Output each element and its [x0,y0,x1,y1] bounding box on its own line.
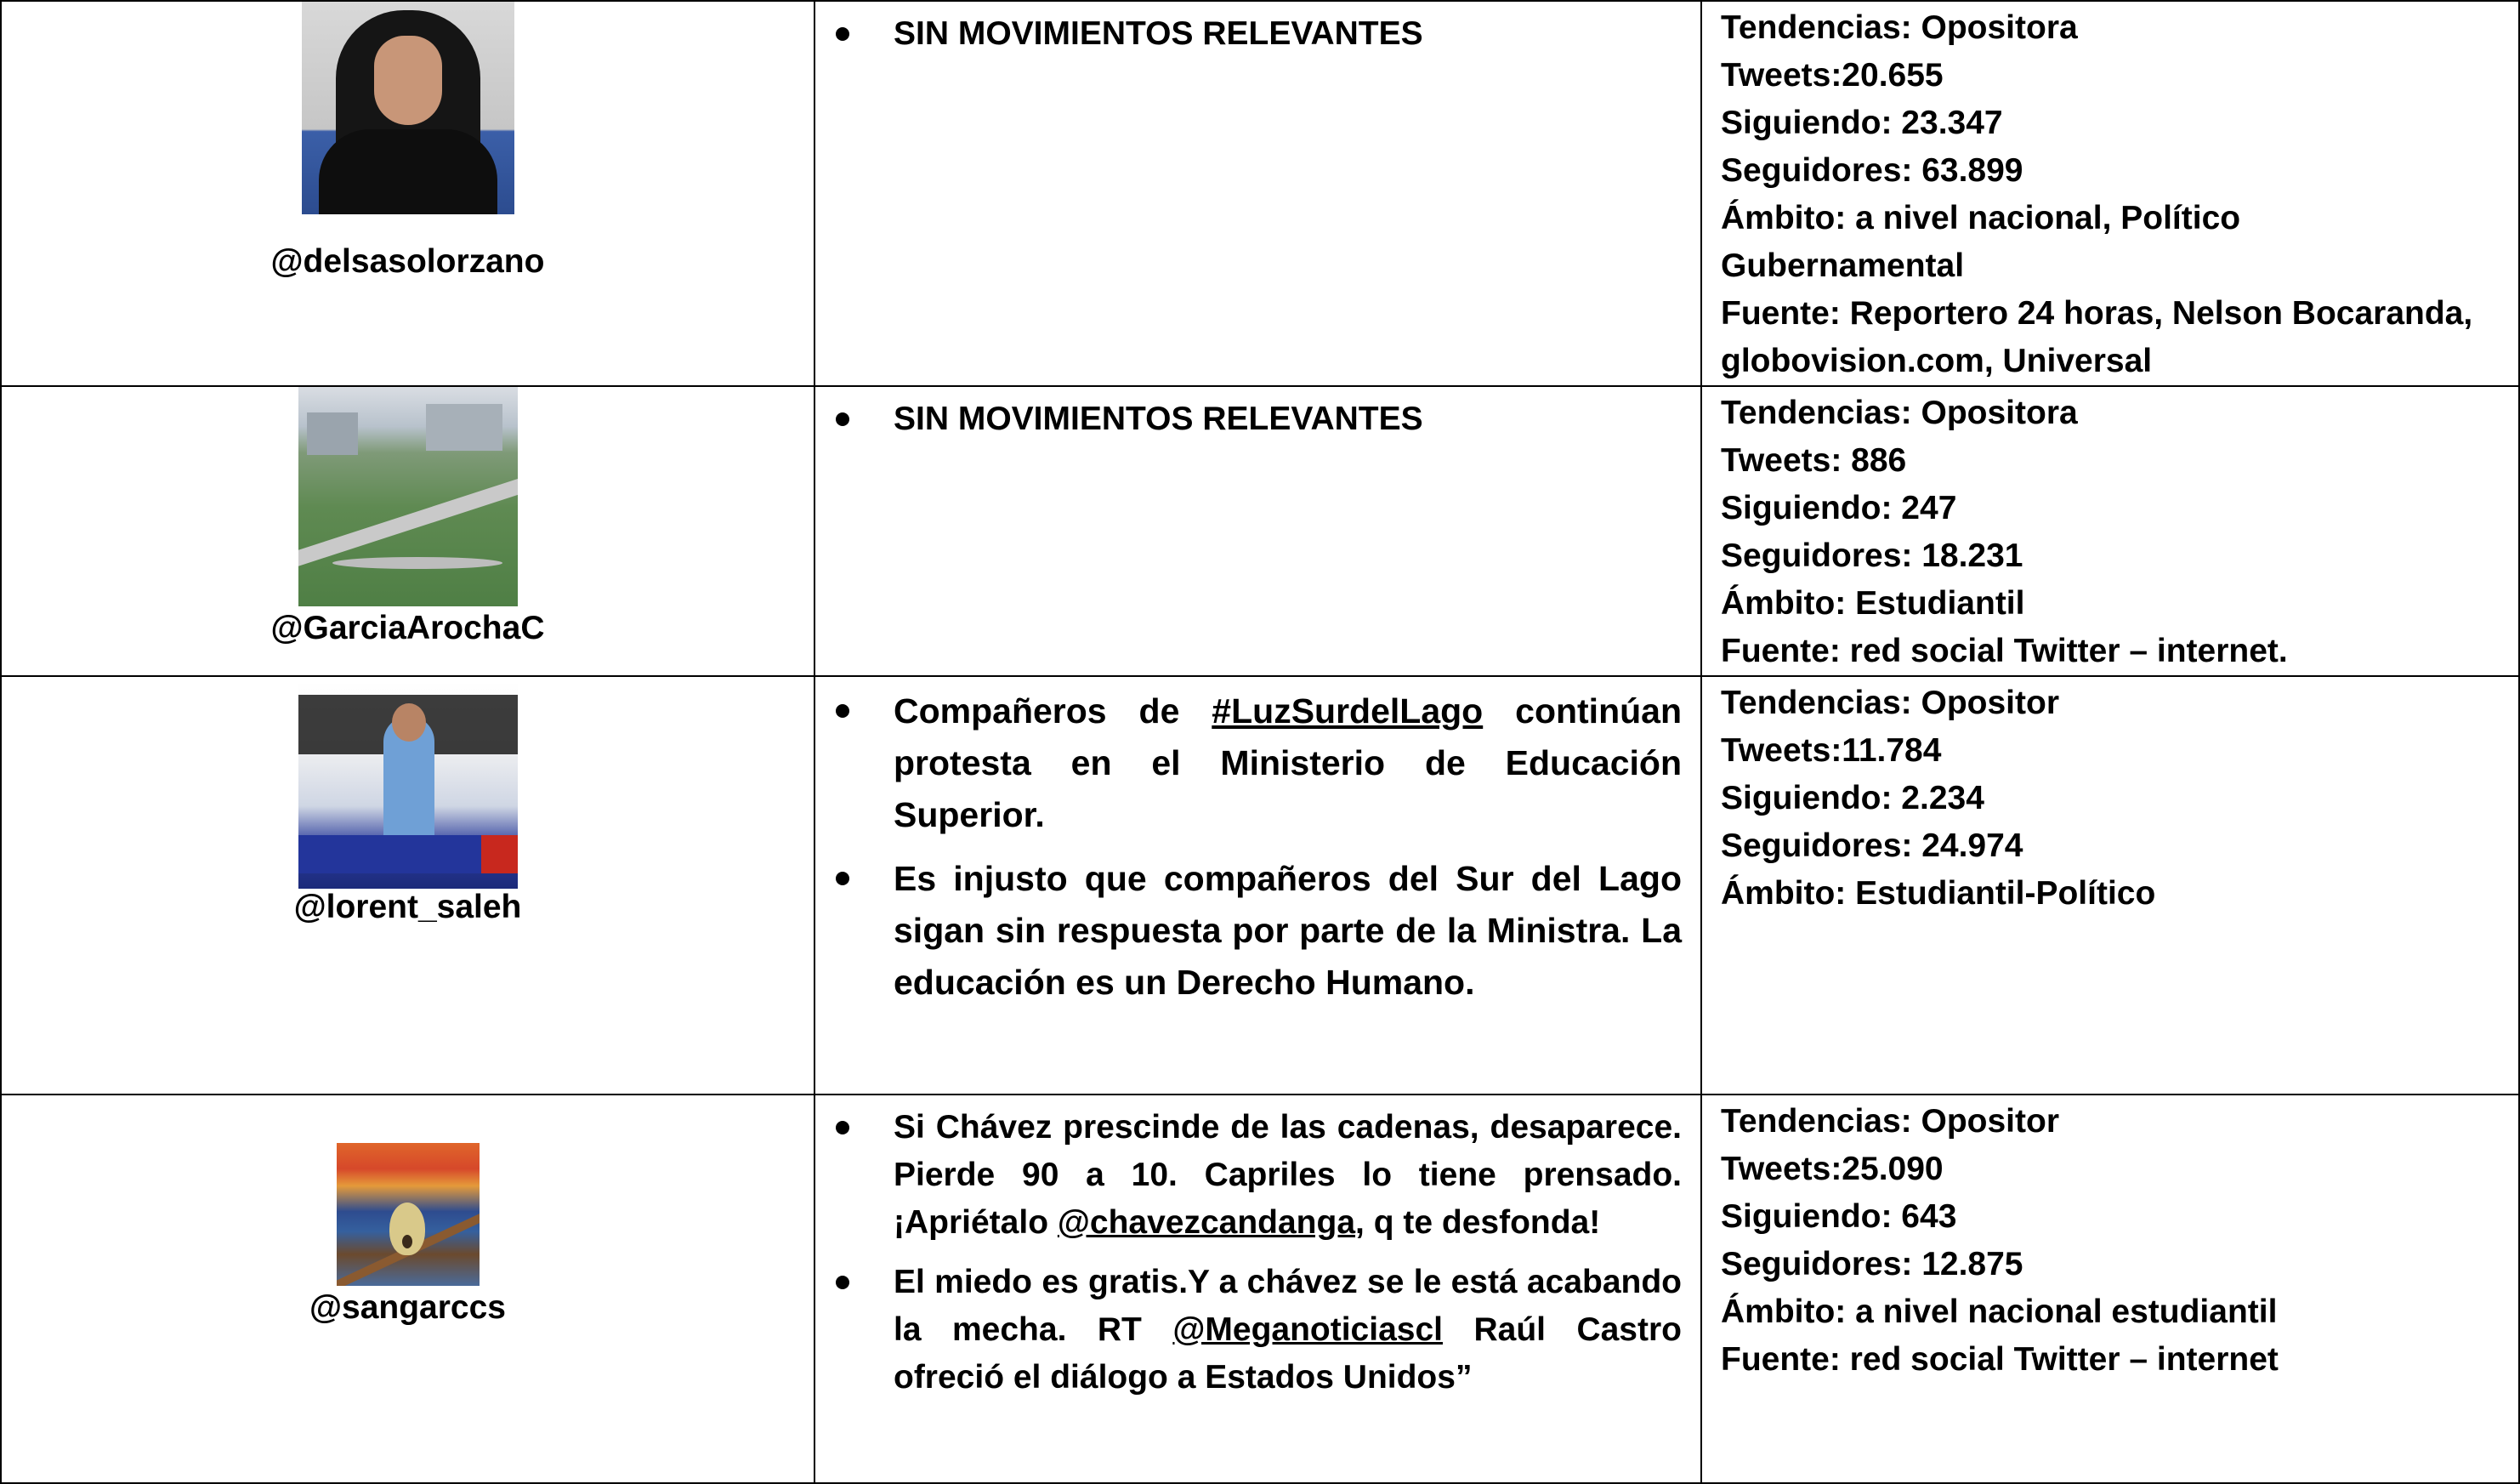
info-line: Ámbito: Estudiantil [1721,585,2025,622]
list-item: Si Chávez prescinde de las cadenas, desaparece. Pierde 90 a 10. Capriles lo tiene prensado. ¡Apriétalo @chavezcandanga, q te desfonda! [894,1104,1682,1247]
info-cell [1701,386,2519,676]
profile-handle: @delsasolorzano [270,243,545,280]
table-row [1,1,2519,386]
info-line: Siguiendo: 23.347 [1721,105,2003,141]
profile-handle: @sangarccs [309,1289,506,1326]
list-item: Compañeros de #LuzSurdelLago continúan protesta en el Ministerio de Educación Superior. [894,685,1682,841]
profile-cell [1,386,814,676]
info-cell [1701,1095,2519,1483]
table-row [1,676,2519,1095]
mention-link[interactable]: @chavezcandanga [1057,1204,1356,1241]
info-line: Gubernamental [1721,247,1965,284]
info-cell [1701,676,2519,1095]
profile-cell [1,1095,814,1483]
list-item: El miedo es gratis.Y a chávez se le está acabando la mecha. RT @Meganoticiascl Raúl Castro ofreció el diálogo a Estados Unidos” [894,1259,1682,1402]
info-line: Seguidores: 24.974 [1721,827,2023,864]
profile-cell [1,1,814,386]
avatar [302,2,514,214]
avatar [337,1143,480,1286]
info-line: Tendencias: Opositor [1721,685,2059,721]
table-row [1,1095,2519,1483]
info-line: Tendencias: Opositor [1721,1103,2059,1140]
info-line: Tweets: 886 [1721,442,1907,479]
info-line: Tendencias: Opositora [1721,395,2078,431]
info-line: Fuente: red social Twitter – internet. [1721,633,2288,669]
profile-cell [1,676,814,1095]
profile-handle: @GarciaArochaC [270,610,545,646]
info-line: Seguidores: 63.899 [1721,152,2023,189]
info-line: Siguiendo: 247 [1721,490,1957,526]
mention-link[interactable]: @Meganoticiascl [1172,1311,1443,1348]
info-line: Ámbito: a nivel nacional, Político [1721,200,2241,236]
tweets-cell [814,676,1701,1095]
table-row [1,386,2519,676]
info-line: Fuente: Reportero 24 horas, Nelson Bocaranda, [1721,295,2473,332]
hashtag-link[interactable]: #LuzSurdelLago [1212,691,1484,731]
info-line: globovision.com, Universal [1721,343,2153,379]
tweets-cell [814,1,1701,386]
list-item: SIN MOVIMIENTOS RELEVANTES [894,10,1682,58]
info-line: Tendencias: Opositora [1721,9,2078,46]
info-line: Tweets:11.784 [1721,732,1942,769]
info-line: Siguiendo: 2.234 [1721,780,1984,816]
list-item: Es injusto que compañeros del Sur del Lago sigan sin respuesta por parte de la Ministra. La educación es un Derecho Humano. [894,853,1682,1009]
tweets-cell [814,1095,1701,1483]
list-item: SIN MOVIMIENTOS RELEVANTES [894,395,1682,443]
info-line: Seguidores: 12.875 [1721,1246,2023,1282]
info-line: Seguidores: 18.231 [1721,537,2023,574]
info-line: Fuente: red social Twitter – internet [1721,1341,2279,1378]
info-line: Ámbito: a nivel nacional estudiantil [1721,1294,2278,1330]
profile-handle: @lorent_saleh [293,889,522,925]
info-line: Tweets:20.655 [1721,57,1944,94]
avatar [298,682,518,889]
avatar [298,387,518,606]
info-line: Tweets:25.090 [1721,1151,1944,1187]
tweets-cell [814,386,1701,676]
info-line: Ámbito: Estudiantil-Político [1721,875,2156,912]
info-cell [1701,1,2519,386]
info-line: Siguiendo: 643 [1721,1198,1957,1235]
